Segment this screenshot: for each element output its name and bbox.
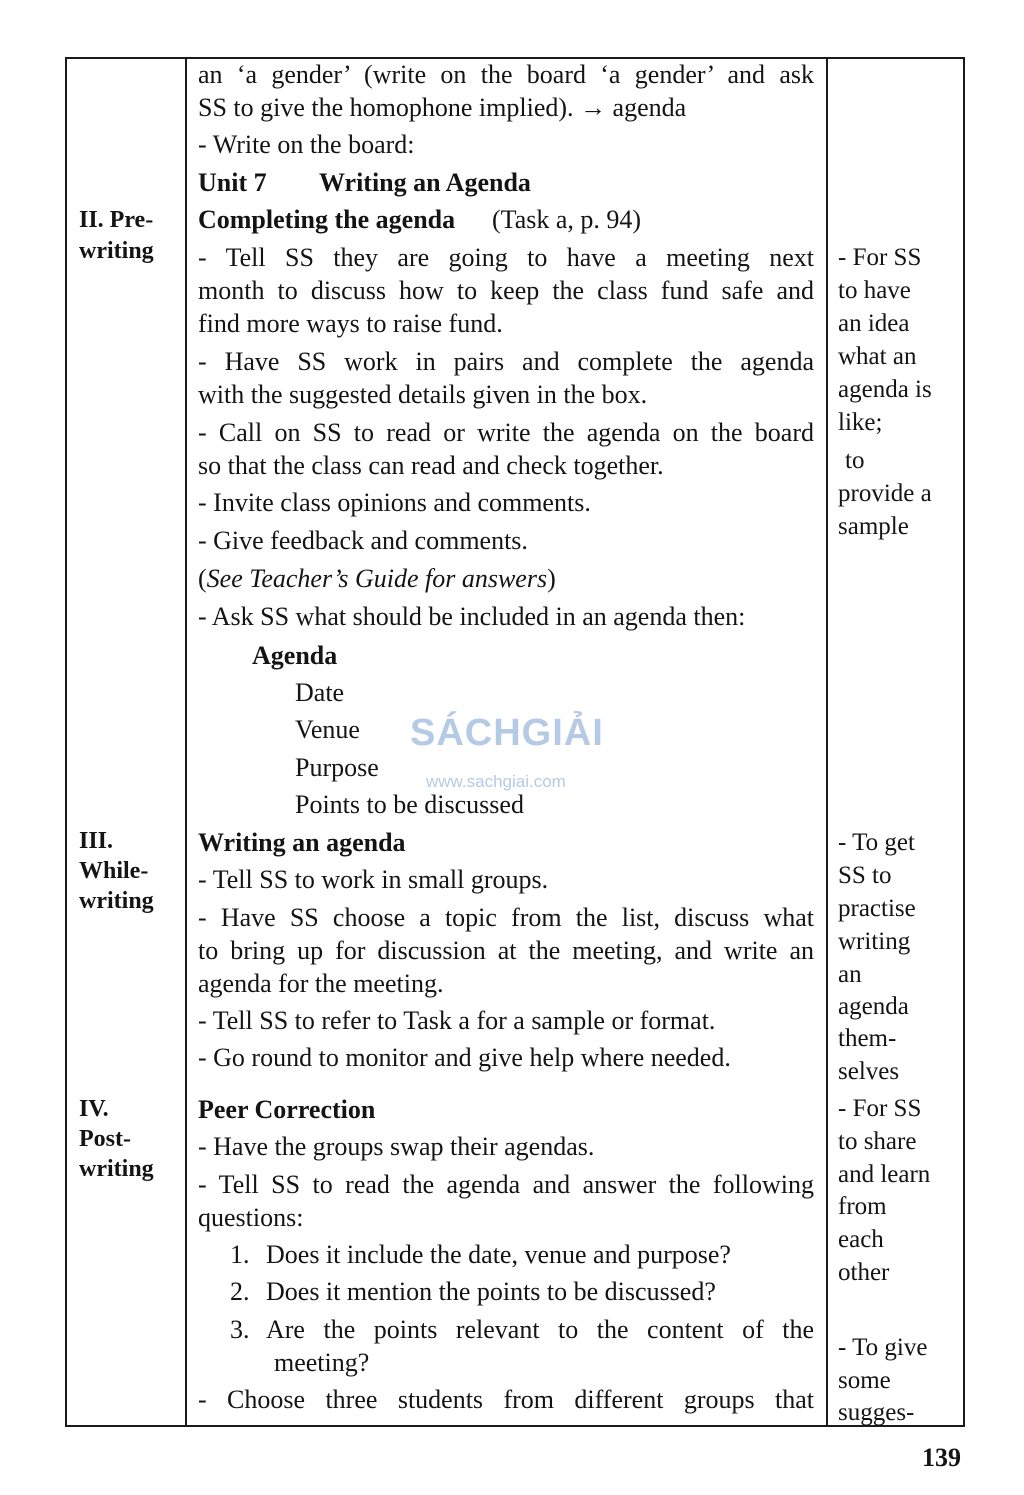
while-writing-note-line-1: - To get (838, 829, 915, 856)
pre-writing-p4: - Invite class opinions and comments. (198, 488, 591, 517)
pre-writing-p1-line-3: find more ways to raise fund. (198, 309, 503, 338)
question-2: Does it mention the points to be discussed? (266, 1277, 716, 1306)
continuation-line-2: SS to give the homophone implied). → agenda (198, 93, 687, 122)
teachers-guide-note: (See Teacher’s Guide for answers) (198, 564, 556, 593)
pre-writing-heading: Completing the agenda (198, 205, 456, 234)
while-writing-note-line-4: writing (838, 928, 911, 955)
pre-writing-p1-line-1: - Tell SS they are going to have a meeting next (198, 243, 814, 272)
post-writing-note2-line-2: some (838, 1367, 891, 1394)
question-1: Does it include the date, venue and purpose? (266, 1240, 731, 1269)
unit-number: Unit 7 (198, 168, 267, 197)
question-1-number: 1. (230, 1240, 250, 1269)
pre-writing-note-line-1: - For SS (838, 244, 922, 271)
post-writing-note1-line-3: and learn (838, 1161, 931, 1188)
pre-writing-task-ref: (Task a, p. 94) (492, 205, 642, 234)
stage-post-writing-line-3: writing (79, 1156, 154, 1182)
while-writing-p1: - Tell SS to work in small groups. (198, 865, 549, 894)
pre-writing-p1-line-2: month to discuss how to keep the class fund safe and (198, 276, 814, 305)
pre-writing-p3-line-1: - Call on SS to read or write the agenda on the board (198, 418, 814, 447)
pre-writing-note-line-7: to (845, 447, 865, 474)
post-writing-note1-line-5: each (838, 1226, 884, 1253)
pre-writing-note-line-3: an idea (838, 310, 910, 337)
agenda-item-date: Date (295, 678, 345, 707)
write-on-board-line: - Write on the board: (198, 130, 415, 159)
post-writing-note1-line-1: - For SS (838, 1095, 922, 1122)
column-divider-notes (826, 57, 828, 1427)
pre-writing-p3-line-2: so that the class can read and check together. (198, 451, 664, 480)
while-writing-p2-line-2: to bring up for discussion at the meeting, and write an (198, 936, 814, 965)
question-2-number: 2. (230, 1277, 250, 1306)
post-writing-p2-line-2: questions: (198, 1203, 304, 1232)
watermark-url: www.sachgiai.com (426, 772, 566, 791)
post-writing-note2-line-1: - To give (838, 1334, 928, 1361)
post-writing-note1-line-4: from (838, 1193, 887, 1220)
teachers-guide-italic: See Teacher’s Guide for answers (206, 564, 548, 593)
pre-writing-p7: - Ask SS what should be included in an agenda then: (198, 602, 746, 631)
agenda-item-points: Points to be discussed (295, 790, 524, 819)
post-writing-p1: - Have the groups swap their agendas. (198, 1132, 595, 1161)
unit-title: Writing an Agenda (319, 168, 531, 197)
watermark-brand: SÁCHGIẢI (410, 712, 604, 754)
pre-writing-note-line-5: agenda is (838, 376, 932, 403)
stage-while-writing-line-3: writing (79, 888, 154, 914)
pre-writing-p5: - Give feedback and comments. (198, 526, 528, 555)
continuation-line-1: an ‘a gender’ (write on the board ‘a gender’ and ask (198, 60, 814, 89)
while-writing-note-line-8: selves (838, 1058, 900, 1085)
stage-pre-writing-line-1: II. Pre- (79, 207, 154, 233)
while-writing-p4: - Go round to monitor and give help where needed. (198, 1043, 731, 1072)
while-writing-note-line-2: SS to (838, 862, 892, 889)
while-writing-heading: Writing an agenda (198, 828, 406, 857)
while-writing-p3: - Tell SS to refer to Task a for a sample or format. (198, 1006, 716, 1035)
stage-pre-writing-line-2: writing (79, 238, 154, 264)
while-writing-note-line-3: practise (838, 895, 916, 922)
post-writing-note2-line-3: sugges- (838, 1399, 915, 1426)
pre-writing-p2-line-2: with the suggested details given in the box. (198, 380, 648, 409)
sachgiai-watermark (410, 700, 615, 795)
pre-writing-note-line-2: to have (838, 277, 911, 304)
pre-writing-note-line-6: like; (838, 409, 883, 436)
pre-writing-p2-line-1: - Have SS work in pairs and complete the agenda (198, 347, 814, 376)
while-writing-note-line-6: agenda (838, 993, 909, 1020)
agenda-item-purpose: Purpose (295, 753, 379, 782)
while-writing-p2-line-1: - Have SS choose a topic from the list, discuss what (198, 903, 814, 932)
stage-post-writing-line-2: Post- (79, 1126, 131, 1152)
question-3-number: 3. (230, 1315, 250, 1344)
while-writing-note-line-7: them- (838, 1025, 897, 1052)
question-3-line-1: Are the points relevant to the content of the (266, 1315, 814, 1344)
stage-post-writing-line-1: IV. (79, 1096, 109, 1122)
post-writing-note1-line-6: other (838, 1259, 890, 1286)
page-number: 139 (922, 1443, 961, 1472)
stage-while-writing-line-1: III. (79, 828, 114, 854)
post-writing-heading: Peer Correction (198, 1095, 376, 1124)
agenda-item-venue: Venue (295, 715, 360, 744)
stage-while-writing-line-2: While- (79, 858, 149, 884)
pre-writing-note-line-4: what an (838, 343, 917, 370)
question-3-line-2: meeting? (274, 1348, 370, 1377)
post-writing-p2-line-1: - Tell SS to read the agenda and answer the following (198, 1170, 814, 1199)
while-writing-p2-line-3: agenda for the meeting. (198, 969, 444, 998)
pre-writing-note-line-8: provide a (838, 480, 932, 507)
post-writing-p3: - Choose three students from different groups that (198, 1385, 814, 1414)
column-divider-stage (185, 57, 187, 1427)
post-writing-note1-line-2: to share (838, 1128, 917, 1155)
agenda-title: Agenda (252, 641, 338, 670)
pre-writing-note-line-9: sample (838, 513, 909, 540)
while-writing-note-line-5: an (838, 961, 862, 988)
